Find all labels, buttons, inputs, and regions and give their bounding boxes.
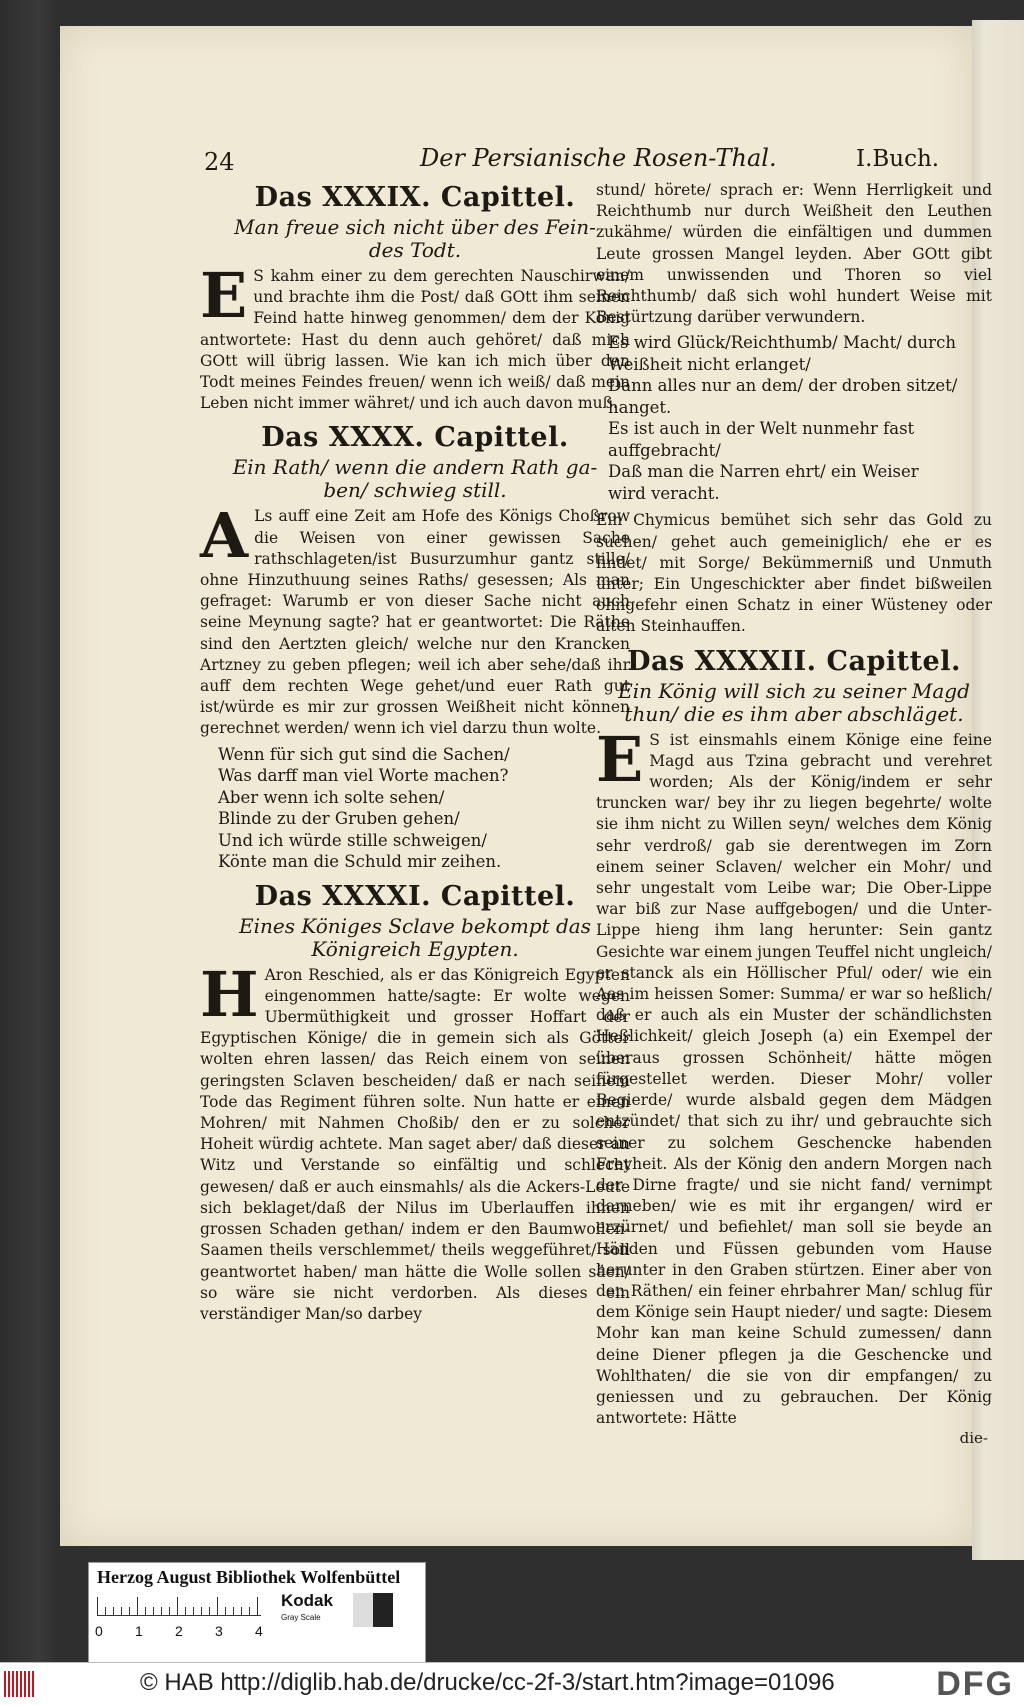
verse-line: Dann alles nur an dem/ der droben sitzet/	[608, 376, 958, 396]
book-label: I.Buch.	[856, 146, 940, 172]
verse-line: wird veracht.	[608, 483, 720, 503]
drop-cap: E	[596, 722, 644, 796]
chapter-heading: Das XXXIX. Capittel.	[254, 182, 576, 213]
grayscale-label: Gray Scale	[281, 1613, 321, 1622]
chapter-heading: Das XXXXI. Capittel.	[254, 880, 576, 912]
chapter-heading: Das XXXXII. Capittel.	[627, 645, 961, 677]
chapter-paragraph	[200, 259, 630, 414]
left-column	[200, 180, 630, 1325]
chapter-paragraph	[596, 722, 992, 1430]
verse-line: Daß man die Narren ehrt/ ein Weiser	[608, 462, 919, 482]
verse-line: Es ist auch in der Welt nunmehr fast	[608, 419, 915, 439]
verse-line: auffgebracht/	[608, 440, 721, 460]
kodak-label: Kodak	[281, 1591, 333, 1610]
chapter-subtitle-line: thun/ die es ihm aber abschläget.	[624, 701, 964, 726]
chapter-subtitle	[200, 216, 630, 262]
ruler-numbers	[95, 1623, 295, 1639]
verse-line: Blinde zu der Gruben gehen/	[218, 809, 460, 829]
chymicus-paragraph: Ein Chymicus bemühet sich sehr das Gold zu suchen/ gehet auch gemeiniglich/ ehe er es findet/ mit Sorge/ Bekümmerniß und Unmuth unter; Ein Ungeschickter aber findet bißweilen ohngefehr einen Schatz in einer Wüsteney oder alten Steinhauffen.	[596, 511, 992, 636]
color-target-card	[88, 1562, 426, 1664]
right-column	[596, 180, 992, 1449]
footer-url-link[interactable]: © HAB http://diglib.hab.de/drucke/cc-2f-3/start.htm?image=01096	[140, 1669, 835, 1696]
drop-cap: H	[200, 957, 259, 1031]
verse-block	[596, 332, 992, 504]
verse-line: Und ich würde stille schweigen/	[218, 830, 487, 850]
paragraph-text: Aron Reschied, als er das Königreich Egypten eingenommen hatte/sagte: Er wolte wegen Ubermüthigkeit und grosser Hoffart der Egyptischen Könige/ die in gemein sich als Götter wolten ehren lassen/ das Reich einem von seinen geringsten Sclaven bescheiden/ daß er nach seinem Tode das Regiment führen solte. Nun hatte er einen Mohren/ mit Nahmen Choßib/ den er zu solcher Hoheit würdig achtete. Man saget aber/ daß dieser an Witz und Verstande so einfältig und schlecht gewesen/ daß er auch einsmahls/ als die Ackers-Leute sich beklaget/daß der Nilus im Uberlauffen ihnen grossen Schaden gethan/ indem er den Baumwollen-Saamen theils verschlemmet/ theils weggeführet/ soll geantwortet haben/ man hätte die Wolle sollen säen/ so wäre sie nicht verdorben. Als dieses ein verständiger Man/so darbey	[200, 965, 630, 1323]
verse-line: Es wird Glück/Reichthumb/ Macht/ durch	[608, 333, 956, 353]
chapter-subtitle	[200, 915, 630, 961]
chapter-subtitle-line: Ein Rath/ wenn die andern Rath ga-	[232, 455, 598, 480]
chapter-subtitle-line: Man freue sich nicht über des Fein-	[234, 215, 596, 239]
verse-line: Wenn für sich gut sind die Sachen/	[218, 744, 510, 764]
chapter-subtitle-line: Königreich Egypten.	[311, 936, 519, 961]
gray-swatch	[353, 1593, 393, 1627]
drop-cap: E	[200, 259, 248, 332]
chapter-subtitle-line: Ein König will sich zu seiner Magd	[618, 678, 970, 703]
chapter-paragraph: stund/ hörete/ sprach er: Wenn Herrligkeit und Reichthumb nur durch Weißheit den Leuthen zukähme/ würden die einfältigen und dummen Leute grossen Mangel leyden. Aber GOtt gibt einem unwissenden und Thoren so viel Reichthumb/ daß sich wohl hundert Weise mit Bestürtzung darüber verwundern.	[596, 181, 992, 327]
running-head	[60, 144, 972, 178]
ruler-number: 3	[215, 1623, 223, 1639]
verse-line: Aber wenn ich solte sehen/	[218, 787, 445, 807]
chapter-paragraph	[200, 499, 630, 739]
library-name: Herzog August Bibliothek Wolfenbüttel	[97, 1567, 401, 1587]
ruler-number: 0	[95, 1623, 103, 1639]
chapter-subtitle-line: Eines Königes Sclave bekompt das	[239, 913, 591, 938]
paragraph-text: S kahm einer zu dem gerechten Nauschirwan/ und brachte ihm die Post/ daß GOtt ihm seinen Feind hatte hinweg genommen/ dem der König antwortete: Hast du denn auch gehöret/ daß mich GOtt will übrig lassen. Wie kan ich mich über den Todt meines Feindes freuen/ wenn ich weiß/ daß mein Leben nicht immer währet/ und ich auch davon muß.	[200, 267, 630, 413]
verse-line: Könte man die Schuld mir zeihen.	[218, 852, 502, 872]
chapter-subtitle-line: des Todt.	[368, 238, 462, 262]
dfg-logo: DFG	[936, 1665, 1014, 1703]
chapter-heading: Das XXXX. Capittel.	[261, 422, 569, 454]
ruler-number: 4	[255, 1623, 263, 1639]
chapter-subtitle-line: ben/ schwieg still.	[323, 478, 507, 503]
footer-bar	[0, 1662, 1024, 1705]
verse-line: Was darff man viel Worte machen?	[218, 766, 509, 786]
chapter-paragraph	[200, 957, 630, 1325]
chapter-subtitle	[200, 456, 630, 502]
drop-cap: A	[200, 499, 249, 573]
ruler-number: 2	[175, 1623, 183, 1639]
hab-logo-icon	[4, 1671, 48, 1699]
paragraph-text: Ls auff eine Zeit am Hofe des Königs Choßrow die Weisen von einer gewissen Sache rathschlageten/ist Busurzumhur gantz stille/ ohne Hinzuthuung seines Raths/ gesessen; Als man gefraget: Warumb er von dieser Sache nicht auch seine Meynung sagte? hat er geantwortet: Die Räthe sind den Aertzten gleich/ welche nur den Krancken Artzney zu geben pflegen; weil ich aber sehe/daß ihr auff dem rechten Wege gehet/und euer Rath gut ist/würde es mir zur grossen Weißheit nicht können gerechnet werden/ wenn ich viel darzu thun wolte.	[200, 507, 630, 738]
page-number: 24	[204, 148, 235, 176]
running-title: Der Persianische Rosen-Thal.	[420, 144, 777, 172]
chapter-subtitle	[596, 680, 992, 726]
ruler-number: 1	[135, 1623, 143, 1639]
paragraph-text: S ist einsmahls einem Könige eine feine Magd aus Tzina gebracht und verehret worden; Als der König/indem er sehr truncken war/ bey ihr zu liegen begehrte/ wolte sie ihm nicht zu Willen seyn/ welches dem König sehr verdroß/ gab sie derentwegen im Zorn einem seiner Sclaven/ welcher ein Mohr/ und sehr ungestalt vom Leibe war; Die Ober-Lippe war biß zur Nase auffgebogen/ und die Unter-Lippe hieng ihm lang herunter: Sein gantz Gesichte war einem jungen Teuffel nicht ungleich/ er stanck als ein Höllischer Pful/ oder/ wie ein Aas im heissen Somer: Summa/ er war so heßlich/ daß er auch als ein Muster der schändlichsten Heßlichkeit/ gleich Joseph (a) ein Exempel der überaus grossen Schönheit/ hätte mögen fürgestellet werden. Dieser Mohr/ voller Begierde/ wurde alsbald gegen dem Mädgen entzündet/ that sich zu ihr/ und gebrauchte sich seiner zu solchem Geschencke habenden Freyheit. Als der König den andern Morgen nach der Dirne fragte/ und sie nicht fand/ vernimpt darneben/ wie es mit ihr ergangen/ wird er erzürnet/ und befiehlet/ man soll sie beyde an Händen und Füssen gebunden vom Hause herunter in den Graben stürtzen. Einer aber von den Räthen/ ein feiner ehrbahrer Man/ schlug für dem Könige sein Haupt nieder/ und sagte: Diesem Mohr kan man keine Schuld zumessen/ dann deine Diener pflegen ja die Geschencke und Wohlthaten/ die sie von dir empfangen/ zu geniessen und zu gebrauchen. Der König antwortete: Hätte	[596, 730, 992, 1428]
verse-line: hanget.	[608, 397, 672, 417]
ruler-scale	[97, 1597, 261, 1616]
catchword: die-	[959, 1429, 988, 1448]
verse-block	[200, 744, 630, 873]
verse-line: Weißheit nicht erlanget/	[608, 354, 811, 374]
book-page	[60, 26, 992, 1546]
